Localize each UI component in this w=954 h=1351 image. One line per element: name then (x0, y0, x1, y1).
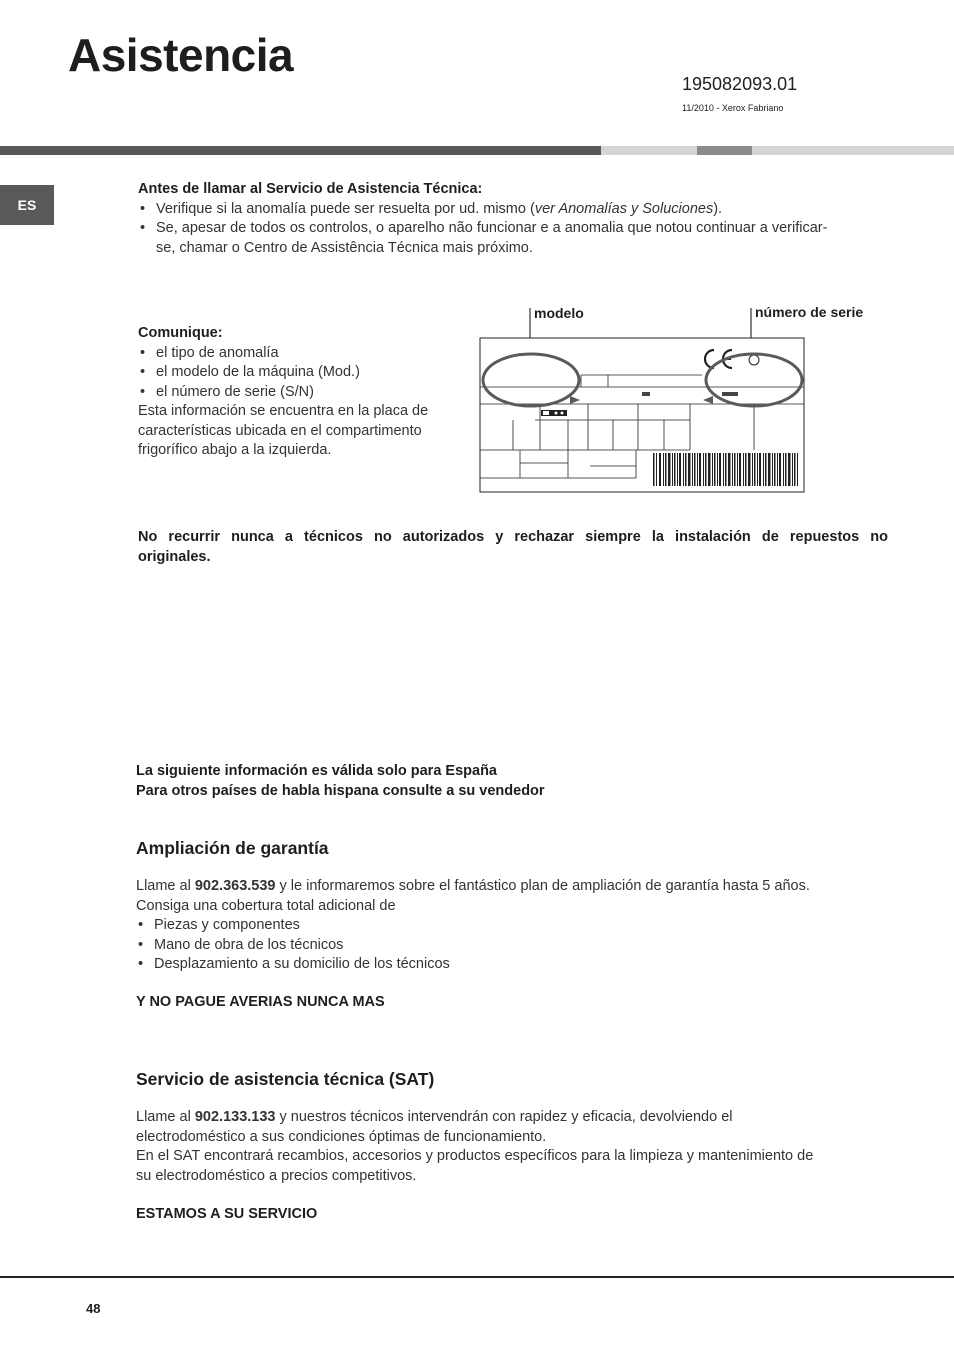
warranty-item: • Desplazamiento a su domicilio de los técnicos (136, 955, 896, 975)
before-call-item1-italic: ver Anomalías y Soluciones (534, 200, 714, 217)
communicate-heading: Comunique: (138, 325, 223, 341)
sat-heading: Servicio de asistencia técnica (SAT) (136, 1069, 435, 1089)
before-call-item1-text: Verifique si la anomalía puede ser resuelta por ud. mismo ( (156, 200, 535, 217)
warning-line: originales. (138, 548, 211, 565)
sat-line: electrodoméstico a sus condiciones óptimas de funcionamiento. (136, 1128, 547, 1145)
page-title: Asistencia (68, 29, 294, 81)
before-call-heading: Antes de llamar al Servicio de Asistencia Técnica: (138, 181, 483, 197)
warranty-phone: 902.363.539 (194, 878, 276, 894)
document-date: 11/2010 - Xerox Fabriano (682, 103, 784, 113)
communicate-item: • el modelo de la máquina (Mod.) (138, 363, 468, 383)
sat-slogan: ESTAMOS A SU SERVICIO (136, 1206, 318, 1222)
sat-call-pre: Llame al (136, 1109, 195, 1125)
communicate-item: • el número de serie (S/N) (138, 383, 468, 403)
rating-plate-diagram (470, 300, 815, 500)
warranty-slogan: Y NO PAGUE AVERIAS NUNCA MAS (136, 994, 385, 1010)
header-bar-dark (0, 146, 601, 155)
warning-line: No recurrir nunca a técnicos no autorizados y rechazar siempre la instalación de repuestos no (138, 529, 888, 545)
communicate-info-line: características ubicada en el compartimento (138, 422, 422, 439)
before-call-section (138, 180, 898, 258)
before-call-item2-line2: se, chamar o Centro de Assistência Técnica mais próximo. (156, 239, 533, 256)
footer-divider (0, 1276, 954, 1278)
warranty-call-line (136, 877, 896, 897)
warranty-call-post: y le informaremos sobre el fantástico plan de ampliación de garantía hasta 5 años. (275, 878, 810, 894)
page-number: 48 (86, 1301, 101, 1316)
spain-info (136, 762, 836, 801)
communicate-list (138, 344, 468, 403)
warranty-coverage: Consiga una cobertura total adicional de (136, 897, 396, 914)
communicate-item: • el tipo de anomalía (138, 344, 468, 364)
sat-line: su electrodoméstico a precios competitivos. (136, 1167, 417, 1184)
spain-info-line: Para otros países de habla hispana consulte a su vendedor (136, 782, 545, 799)
warranty-item: • Piezas y componentes (136, 916, 896, 936)
warranty-heading: Ampliación de garantía (136, 838, 329, 858)
communicate-section (138, 324, 468, 461)
document-number: 195082093.01 (682, 74, 798, 94)
communicate-info-line: Esta información se encuentra en la placa de (138, 403, 429, 419)
spain-info-line: La siguiente información es válida solo para España (136, 763, 497, 779)
warranty-section (136, 877, 896, 975)
language-tab: ES (0, 185, 54, 225)
sat-line: En el SAT encontrará recambios, accesorios y productos específicos para la limpieza y mantenimiento de (136, 1148, 814, 1164)
sat-call-post: y nuestros técnicos intervendrán con rapidez y eficacia, devolviendo el (275, 1109, 733, 1125)
before-call-item (138, 219, 898, 258)
sat-phone: 902.133.133 (194, 1109, 276, 1125)
before-call-list (138, 200, 898, 259)
warranty-call-pre: Llame al (136, 878, 195, 894)
sat-call-line (136, 1108, 906, 1128)
plate-label-model: modelo (534, 305, 584, 321)
header-bar-light-2 (752, 146, 954, 155)
warning-notice (138, 528, 888, 567)
before-call-item2-line1: Se, apesar de todos os controlos, o aparelho não funcionar e a anomalia que notou continuar a verificar- (156, 220, 828, 236)
sat-section (136, 1108, 906, 1186)
before-call-item1-post: ). (713, 200, 723, 217)
warranty-list (136, 916, 896, 975)
communicate-info-line: frigorífico abajo a la izquierda. (138, 442, 332, 458)
before-call-item (138, 200, 898, 220)
header-bar-light-1 (601, 146, 697, 155)
header-bar-mid (697, 146, 752, 155)
warranty-item: • Mano de obra de los técnicos (136, 936, 896, 956)
plate-label-serial: número de serie (755, 304, 864, 320)
